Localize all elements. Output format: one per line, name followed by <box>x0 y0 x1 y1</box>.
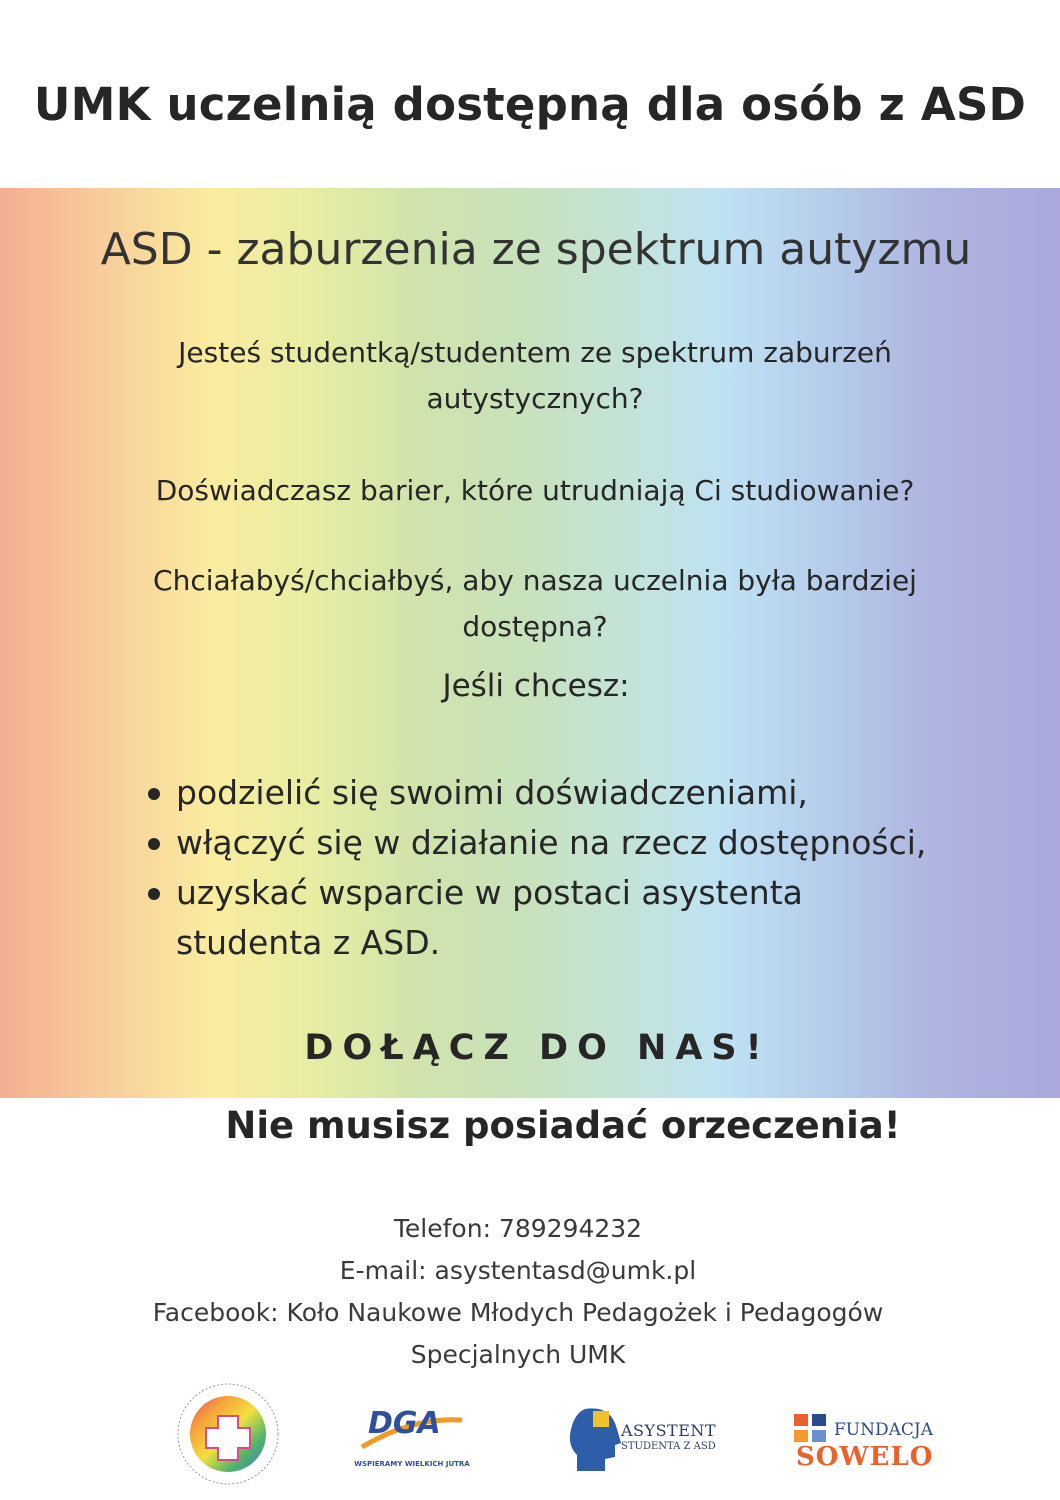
contact-block <box>96 1208 940 1376</box>
bullet-list <box>148 768 1008 968</box>
phone-text: Telefon: 789294232 <box>393 1214 643 1243</box>
sowelo-mark-icon <box>792 1412 832 1446</box>
subtitle: ASD - zaburzenia ze spektrum autyzmu <box>100 224 972 275</box>
join-us-heading: DOŁĄCZ DO NAS! <box>304 1028 771 1068</box>
dga-name: DGA <box>368 1406 441 1441</box>
sowelo-line1: FUNDACJA <box>834 1420 934 1440</box>
question-1: Jesteś studentką/studentem ze spektrum zaburzeń autystycznych? <box>178 336 892 415</box>
sowelo-line2: SOWELO <box>796 1442 934 1472</box>
partner-logos <box>0 1380 1060 1490</box>
club-circle-logo <box>170 1380 290 1494</box>
list-item: uzyskać wsparcie w postaci asystenta studenta z ASD. <box>148 868 856 968</box>
no-requirement-text: Nie musisz posiadać orzeczenia! <box>225 1104 901 1147</box>
if-you-want-heading: Jeśli chcesz: <box>442 668 630 704</box>
asystent-logo <box>565 1405 735 1475</box>
bullet-icon <box>148 838 160 850</box>
asystent-line2: STUDENTA Z ASD <box>621 1441 716 1452</box>
asystent-line1: ASYSTENT <box>621 1421 717 1440</box>
page-title: UMK uczelnią dostępną dla osób z ASD <box>33 78 1027 131</box>
list-item: włączyć się w działanie na rzecz dostępności, <box>148 818 1008 868</box>
head-puzzle-icon <box>565 1405 625 1475</box>
dga-tagline: WSPIERAMY WIELKICH JUTRA <box>354 1460 470 1468</box>
question-3: Chciałabyś/chciałbyś, aby nasza uczelnia była bardziej dostępna? <box>153 564 917 643</box>
facebook-text[interactable]: Facebook: Koło Naukowe Młodych Pedagożek i Pedagogów Specjalnych UMK <box>152 1298 884 1369</box>
sowelo-logo <box>792 1408 942 1478</box>
dga-logo <box>352 1402 472 1482</box>
question-2: Doświadczasz barier, które utrudniają Ci studiowanie? <box>155 474 915 507</box>
list-item: podzielić się swoimi doświadczeniami, <box>148 768 1008 818</box>
bullet-icon <box>148 788 160 800</box>
bullet-icon <box>148 888 160 900</box>
email-text[interactable]: E-mail: asystentasd@umk.pl <box>339 1256 697 1285</box>
